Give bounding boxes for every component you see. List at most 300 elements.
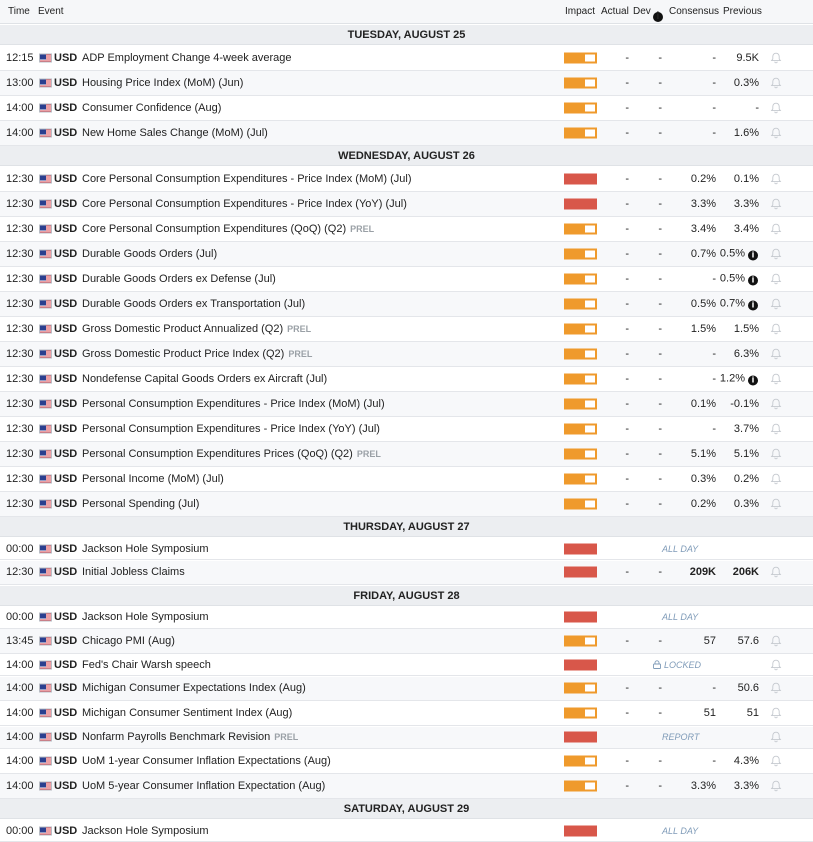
- bell-icon[interactable]: [770, 348, 782, 360]
- event-title: Initial Jobless Claims: [82, 566, 185, 579]
- event-row[interactable]: [0, 538, 813, 560]
- impact-bar: [564, 498, 597, 509]
- actual-value: -: [625, 372, 629, 385]
- us-flag-icon: [39, 174, 52, 183]
- previous-value: 51: [746, 707, 759, 720]
- previous-value: 1.5%: [733, 322, 759, 335]
- currency-code: USD: [54, 397, 78, 410]
- us-flag-icon: [39, 660, 52, 669]
- impact-bar: [564, 127, 597, 138]
- bell-icon[interactable]: [770, 448, 782, 460]
- currency-code: USD: [54, 754, 78, 767]
- event-row[interactable]: [0, 561, 813, 586]
- bell-icon[interactable]: [770, 373, 782, 385]
- day-header: [0, 586, 813, 606]
- bell-icon[interactable]: [770, 423, 782, 435]
- event-row[interactable]: [0, 702, 813, 727]
- day-label: SATURDAY, AUGUST 29: [343, 803, 470, 815]
- prel-badge: PREL: [350, 223, 375, 234]
- currency-code: USD: [54, 272, 78, 285]
- actual-value: -: [625, 51, 629, 64]
- actual-value: -: [625, 322, 629, 335]
- event-row[interactable]: [0, 774, 813, 799]
- event-tag: [662, 826, 698, 836]
- consensus-value: -: [712, 272, 716, 285]
- header-event[interactable]: Event: [38, 6, 64, 17]
- event-name[interactable]: [82, 102, 221, 114]
- bell-icon[interactable]: [770, 755, 782, 767]
- us-flag-icon: [39, 613, 52, 622]
- event-time: 12:30: [6, 222, 34, 235]
- bell-icon[interactable]: [770, 223, 782, 235]
- actual-value: -: [625, 707, 629, 720]
- header-time[interactable]: Time: [8, 6, 30, 17]
- currency-code: USD: [54, 197, 78, 210]
- event-row[interactable]: [0, 417, 813, 442]
- bell-icon[interactable]: [770, 498, 782, 510]
- day-header: [0, 146, 813, 166]
- impact-bar: [564, 323, 597, 334]
- event-time: 00:00: [6, 611, 34, 623]
- deviation-value: -: [658, 447, 662, 460]
- actual-value: -: [625, 126, 629, 139]
- previous-value: 1.6%: [733, 126, 759, 139]
- event-name[interactable]: [82, 707, 292, 719]
- event-row[interactable]: [0, 317, 813, 342]
- bell-icon[interactable]: [770, 473, 782, 485]
- impact-bar: [564, 543, 597, 554]
- deviation-value: -: [658, 754, 662, 767]
- event-title: Housing Price Index (MoM) (Jun): [82, 76, 244, 89]
- event-title: Durable Goods Orders ex Transportation (Jul): [82, 297, 306, 310]
- event-title: Jackson Hole Symposium: [82, 611, 209, 623]
- us-flag-icon: [39, 274, 52, 283]
- us-flag-icon: [39, 299, 52, 308]
- us-flag-icon: [39, 128, 52, 137]
- event-title: Jackson Hole Symposium: [82, 824, 209, 837]
- bell-icon[interactable]: [770, 102, 782, 114]
- event-time: 12:30: [6, 472, 34, 485]
- event-name[interactable]: [82, 659, 211, 671]
- impact-bar: [564, 708, 597, 719]
- info-icon[interactable]: i: [653, 12, 663, 22]
- bell-icon[interactable]: [770, 682, 782, 694]
- event-row[interactable]: [0, 96, 813, 121]
- day-header: [0, 799, 813, 819]
- consensus-value: -: [712, 51, 716, 64]
- info-icon[interactable]: i: [748, 275, 758, 285]
- event-title: UoM 1-year Consumer Inflation Expectations (Aug): [82, 754, 331, 767]
- deviation-value: -: [658, 779, 662, 792]
- actual-value: -: [625, 347, 629, 360]
- consensus-value: 3.4%: [690, 222, 716, 235]
- event-name[interactable]: [82, 323, 311, 335]
- event-name[interactable]: [82, 543, 209, 555]
- us-flag-icon: [39, 733, 52, 742]
- bell-icon[interactable]: [770, 173, 782, 185]
- actual-value: -: [625, 272, 629, 285]
- impact-bar: [564, 825, 597, 836]
- previous-value: 3.7%: [733, 422, 759, 435]
- consensus-value: -: [712, 76, 716, 89]
- event-title: Core Personal Consumption Expenditures - Price Index (MoM) (Jul): [82, 172, 412, 185]
- deviation-value: -: [658, 197, 662, 210]
- day-label: FRIDAY, AUGUST 28: [353, 589, 460, 602]
- header-dev-label: Dev: [633, 6, 651, 17]
- event-name[interactable]: [82, 498, 199, 510]
- event-tag: [662, 544, 698, 554]
- impact-bar: [564, 473, 597, 484]
- previous-value: 3.3%: [733, 779, 759, 792]
- us-flag-icon: [39, 499, 52, 508]
- currency-code: USD: [54, 297, 78, 310]
- event-row[interactable]: [0, 342, 813, 367]
- header-impact[interactable]: Impact: [565, 6, 596, 17]
- event-name[interactable]: [82, 825, 209, 837]
- event-name[interactable]: [82, 473, 224, 485]
- event-name[interactable]: [82, 223, 374, 235]
- deviation-value: -: [658, 297, 662, 310]
- event-title: Personal Income (MoM) (Jul): [82, 472, 224, 485]
- event-time: 12:30: [6, 272, 34, 285]
- event-row[interactable]: [0, 267, 813, 292]
- event-row[interactable]: [0, 292, 813, 317]
- event-name[interactable]: [82, 273, 276, 285]
- event-name[interactable]: [82, 755, 331, 767]
- consensus-value: 3.3%: [690, 197, 716, 210]
- event-time: 12:30: [6, 197, 34, 210]
- consensus-value: 209K: [689, 566, 716, 579]
- event-name[interactable]: [82, 423, 380, 435]
- currency-code: USD: [54, 566, 78, 579]
- us-flag-icon: [39, 709, 52, 718]
- event-time: 00:00: [6, 542, 34, 555]
- info-icon[interactable]: i: [748, 375, 758, 385]
- consensus-value: -: [712, 372, 716, 385]
- bell-icon[interactable]: [770, 566, 782, 578]
- bell-icon[interactable]: [770, 52, 782, 64]
- impact-bar: [564, 102, 597, 113]
- event-tag-label: ALL DAY: [662, 825, 699, 836]
- impact-bar: [564, 732, 597, 743]
- deviation-value: -: [658, 566, 662, 579]
- us-flag-icon: [39, 636, 52, 645]
- us-flag-icon: [39, 826, 52, 835]
- actual-value: -: [625, 682, 629, 695]
- actual-value: -: [625, 297, 629, 310]
- event-row[interactable]: [0, 749, 813, 774]
- event-time: 13:45: [6, 634, 34, 647]
- us-flag-icon: [39, 103, 52, 112]
- event-name[interactable]: [82, 635, 175, 647]
- event-title: Durable Goods Orders (Jul): [82, 247, 218, 260]
- bell-icon[interactable]: [770, 198, 782, 210]
- us-flag-icon: [39, 249, 52, 258]
- impact-bar: [564, 780, 597, 791]
- event-row[interactable]: [0, 192, 813, 217]
- currency-code: USD: [54, 222, 78, 235]
- event-row[interactable]: [0, 392, 813, 417]
- event-name[interactable]: [82, 198, 407, 210]
- header-actual[interactable]: Actual: [601, 6, 629, 17]
- consensus-value: 3.3%: [690, 779, 716, 792]
- event-name[interactable]: [82, 448, 381, 460]
- impact-bar: [564, 52, 597, 63]
- event-row[interactable]: [0, 121, 813, 146]
- us-flag-icon: [39, 474, 52, 483]
- consensus-value: 0.1%: [690, 397, 716, 410]
- event-time: 14:00: [6, 731, 34, 743]
- event-name[interactable]: [82, 52, 292, 64]
- currency-code: USD: [54, 542, 78, 555]
- event-row[interactable]: [0, 492, 813, 517]
- us-flag-icon: [39, 78, 52, 87]
- bell-icon[interactable]: [770, 77, 782, 89]
- us-flag-icon: [39, 224, 52, 233]
- currency-code: USD: [54, 372, 78, 385]
- day-label: TUESDAY, AUGUST 25: [347, 29, 466, 41]
- bell-icon[interactable]: [770, 780, 782, 792]
- us-flag-icon: [39, 399, 52, 408]
- consensus-value: 0.3%: [690, 472, 716, 485]
- bell-icon[interactable]: [770, 298, 782, 310]
- event-tag: [662, 732, 699, 742]
- impact-bar: [564, 173, 597, 184]
- event-time: 12:30: [6, 447, 34, 460]
- bell-icon[interactable]: [770, 273, 782, 285]
- consensus-value: 0.2%: [690, 172, 716, 185]
- event-name[interactable]: [82, 348, 312, 360]
- deviation-value: -: [658, 347, 662, 360]
- deviation-value: -: [658, 76, 662, 89]
- previous-value: -0.1%: [730, 397, 759, 410]
- previous-value: 9.5K: [736, 51, 759, 64]
- us-flag-icon: [39, 324, 52, 333]
- event-name[interactable]: [82, 682, 306, 694]
- us-flag-icon: [39, 781, 52, 790]
- event-row[interactable]: [0, 820, 813, 842]
- event-time: 12:30: [6, 247, 34, 260]
- event-row[interactable]: [0, 217, 813, 242]
- impact-bar: [564, 273, 597, 284]
- event-tag-label: ALL DAY: [662, 543, 699, 554]
- deviation-value: -: [658, 322, 662, 335]
- impact-bar: [564, 298, 597, 309]
- consensus-value: -: [712, 422, 716, 435]
- previous-value: 5.1%: [733, 447, 759, 460]
- event-row[interactable]: [0, 367, 813, 392]
- previous-value: 0.1%: [733, 172, 759, 185]
- bell-icon[interactable]: [770, 323, 782, 335]
- actual-value: -: [625, 497, 629, 510]
- previous-value: [720, 272, 758, 285]
- event-time: 12:30: [6, 566, 34, 579]
- event-name[interactable]: [82, 248, 217, 260]
- event-name[interactable]: [82, 127, 268, 139]
- prel-badge: PREL: [356, 448, 381, 459]
- impact-bar: [564, 373, 597, 384]
- impact-bar: [564, 77, 597, 88]
- event-row[interactable]: [0, 727, 813, 749]
- bell-icon[interactable]: [770, 398, 782, 410]
- actual-value: -: [625, 222, 629, 235]
- currency-code: USD: [54, 101, 78, 114]
- event-title: Michigan Consumer Expectations Index (Aug): [82, 682, 306, 695]
- event-time: 12:30: [6, 497, 34, 510]
- deviation-value: -: [658, 247, 662, 260]
- consensus-value: -: [712, 347, 716, 360]
- event-row[interactable]: [0, 71, 813, 96]
- deviation-value: -: [658, 397, 662, 410]
- consensus-value: 0.7%: [690, 247, 716, 260]
- event-title: Jackson Hole Symposium: [82, 542, 209, 555]
- currency-code: USD: [54, 447, 78, 460]
- event-name[interactable]: [82, 398, 385, 410]
- deviation-value: -: [658, 126, 662, 139]
- header-previous[interactable]: Previous: [723, 6, 762, 17]
- event-title: Personal Spending (Jul): [82, 497, 200, 510]
- actual-value: -: [625, 397, 629, 410]
- event-row[interactable]: [0, 654, 813, 676]
- consensus-value: -: [712, 682, 716, 695]
- bell-icon[interactable]: [770, 635, 782, 647]
- us-flag-icon: [39, 424, 52, 433]
- event-row[interactable]: [0, 607, 813, 629]
- event-time: 14:00: [6, 126, 34, 139]
- event-title: Personal Consumption Expenditures - Price Index (MoM) (Jul): [82, 397, 385, 410]
- event-time: 00:00: [6, 824, 34, 837]
- event-row[interactable]: [0, 167, 813, 192]
- consensus-value: -: [712, 754, 716, 767]
- event-title: Nondefense Capital Goods Orders ex Aircraft (Jul): [82, 372, 328, 385]
- impact-bar: [564, 223, 597, 234]
- deviation-value: -: [658, 172, 662, 185]
- event-name[interactable]: [82, 298, 305, 310]
- event-title: Michigan Consumer Sentiment Index (Aug): [82, 707, 293, 720]
- lock-icon: [653, 660, 661, 669]
- consensus-value: 51: [703, 707, 716, 720]
- bell-icon[interactable]: [770, 248, 782, 260]
- previous-value: 206K: [732, 566, 759, 579]
- currency-code: USD: [54, 172, 78, 185]
- previous-value: [720, 247, 758, 260]
- event-row[interactable]: [0, 46, 813, 71]
- event-row[interactable]: [0, 677, 813, 702]
- deviation-value: -: [658, 497, 662, 510]
- event-title: Gross Domestic Product Price Index (Q2): [82, 347, 285, 360]
- us-flag-icon: [39, 449, 52, 458]
- event-time: 12:30: [6, 347, 34, 360]
- bell-icon[interactable]: [770, 731, 782, 743]
- deviation-value: -: [658, 51, 662, 64]
- previous-value: 6.3%: [733, 347, 759, 360]
- currency-code: USD: [54, 322, 78, 335]
- us-flag-icon: [39, 568, 52, 577]
- consensus-value: 0.5%: [690, 297, 716, 310]
- event-name[interactable]: [82, 77, 243, 89]
- deviation-value: -: [658, 422, 662, 435]
- event-row[interactable]: [0, 467, 813, 492]
- currency-code: USD: [54, 707, 78, 720]
- header-dev[interactable]: [633, 6, 660, 22]
- actual-value: -: [625, 779, 629, 792]
- prel-badge: PREL: [288, 348, 313, 359]
- impact-bar: [564, 448, 597, 459]
- actual-value: -: [625, 422, 629, 435]
- event-time: 14:00: [6, 682, 34, 695]
- event-row[interactable]: [0, 629, 813, 654]
- deviation-value: -: [658, 634, 662, 647]
- currency-code: USD: [54, 347, 78, 360]
- event-time: 12:30: [6, 297, 34, 310]
- deviation-value: -: [658, 707, 662, 720]
- day-label: WEDNESDAY, AUGUST 26: [338, 150, 475, 162]
- event-row[interactable]: [0, 442, 813, 467]
- consensus-value: 0.2%: [690, 497, 716, 510]
- event-title: ADP Employment Change 4-week average: [82, 51, 292, 64]
- event-time: 14:00: [6, 754, 34, 767]
- previous-text: 0.5%: [719, 272, 745, 285]
- previous-value: 0.3%: [733, 76, 759, 89]
- deviation-value: -: [658, 682, 662, 695]
- previous-value: 0.3%: [733, 497, 759, 510]
- actual-value: -: [625, 472, 629, 485]
- actual-value: -: [625, 247, 629, 260]
- us-flag-icon: [39, 684, 52, 693]
- event-name[interactable]: [82, 566, 185, 578]
- bell-icon[interactable]: [770, 127, 782, 139]
- previous-value: 57.6: [737, 634, 759, 647]
- currency-code: USD: [54, 76, 78, 89]
- bell-icon[interactable]: [770, 707, 782, 719]
- currency-code: USD: [54, 682, 78, 695]
- event-title: Core Personal Consumption Expenditures - Price Index (YoY) (Jul): [82, 197, 407, 210]
- event-title: Chicago PMI (Aug): [82, 634, 175, 647]
- previous-value: 50.6: [737, 682, 759, 695]
- event-title: New Home Sales Change (MoM) (Jul): [82, 126, 268, 139]
- event-title: UoM 5-year Consumer Inflation Expectation (Aug): [82, 779, 326, 792]
- impact-bar: [564, 635, 597, 646]
- event-name[interactable]: [82, 780, 325, 792]
- deviation-value: -: [658, 222, 662, 235]
- us-flag-icon: [39, 374, 52, 383]
- event-name[interactable]: [82, 373, 327, 385]
- impact-bar: [564, 423, 597, 434]
- currency-code: USD: [54, 779, 78, 792]
- event-name[interactable]: [82, 173, 412, 185]
- event-tag-label: ALL DAY: [662, 612, 699, 622]
- info-icon[interactable]: i: [748, 250, 758, 260]
- us-flag-icon: [39, 544, 52, 553]
- previous-text: 0.5%: [719, 247, 745, 260]
- us-flag-icon: [39, 53, 52, 62]
- event-time: 12:30: [6, 322, 34, 335]
- event-row[interactable]: [0, 242, 813, 267]
- event-name[interactable]: [82, 731, 298, 743]
- currency-code: USD: [54, 472, 78, 485]
- impact-bar: [564, 398, 597, 409]
- impact-bar: [564, 248, 597, 259]
- day-label: THURSDAY, AUGUST 27: [343, 521, 470, 533]
- header-consensus[interactable]: Consensus: [669, 6, 720, 17]
- event-name[interactable]: [82, 611, 209, 623]
- bell-icon[interactable]: [770, 659, 782, 671]
- actual-value: -: [625, 101, 629, 114]
- info-icon[interactable]: i: [748, 300, 758, 310]
- actual-value: -: [625, 197, 629, 210]
- previous-value: 3.3%: [733, 197, 759, 210]
- consensus-value: 57: [703, 634, 716, 647]
